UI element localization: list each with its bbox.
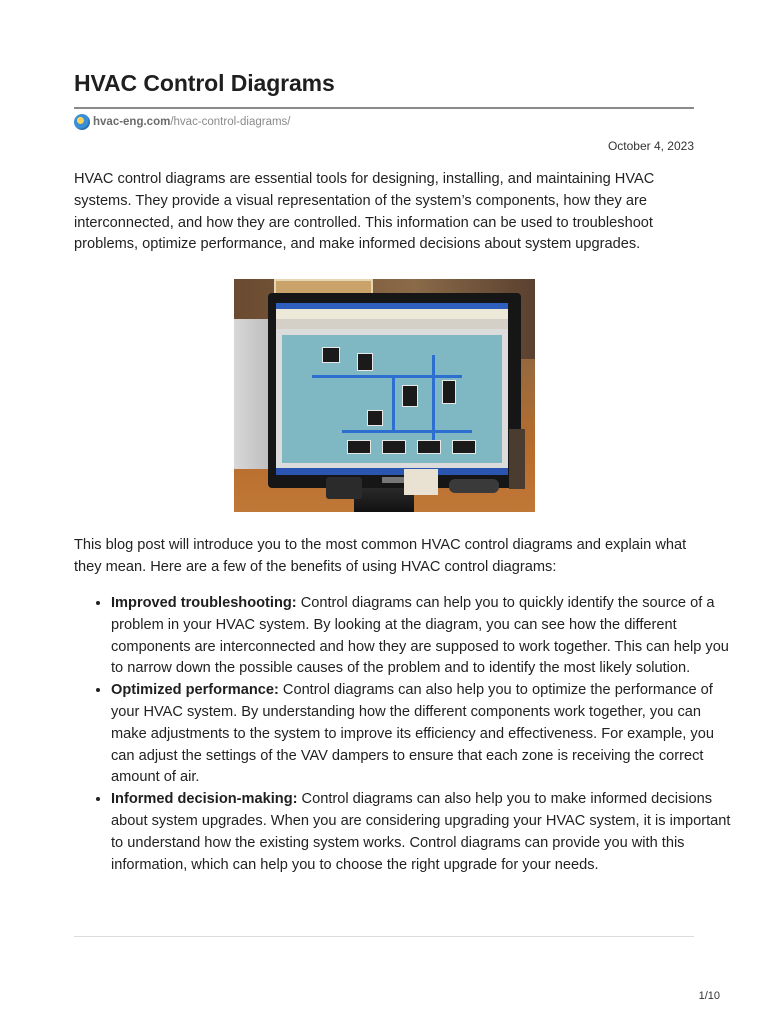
source-domain: hvac-eng.com (93, 116, 171, 128)
title-divider (74, 107, 694, 109)
photo-monitor-screen (276, 303, 508, 475)
benefit-term: Informed decision-making: (111, 791, 298, 808)
photo-monitor-logo (382, 477, 404, 483)
benefit-text: Control diagrams can help you to quickly identify the source of a problem in your HVAC system. By looking at the diagram, you can see how the different components are interconnected and how they are supposed to work together. This can help you to narrow down the possible causes of the problem and to identify the most likely solution. (111, 595, 729, 677)
photo-computer-case (234, 319, 270, 469)
source-path: /hvac-control-diagrams/ (170, 116, 291, 128)
page-title: HVAC Control Diagrams (74, 70, 335, 96)
hvac-monitor-photo (234, 279, 535, 512)
list-item (111, 789, 731, 876)
benefit-text: Control diagrams can also help you to optimize the performance of your HVAC system. By understanding how the different components work together, you can make adjustments to the system to improve its efficiency and effectiveness. For example, you can adjust the settings of the VAV dampers to ensure that each zone is receiving the correct amount of air. (111, 682, 714, 786)
benefit-term: Optimized performance: (111, 682, 279, 699)
intro-paragraph: HVAC control diagrams are essential tools for designing, installing, and maintaining HVAC systems. They provide a visual representation of the system’s components, how they are interconnected, and how they are controlled. This information can be used to troubleshoot problems, optimize performance, and make informed decisions about system upgrades. (74, 171, 655, 253)
list-item (111, 680, 731, 789)
screen-control-diagram (282, 335, 502, 463)
benefit-text: Control diagrams can also help you to make informed decisions about system upgrades. When you are considering upgrading your HVAC system, it is important to understand how the existing system works. Control diagrams can provide you with this information, which can help you to choose the right upgrade for your needs. (111, 791, 731, 873)
lead-paragraph: This blog post will introduce you to the most common HVAC control diagrams and explain what they mean. Here are a few of the benefits of using HVAC control diagrams: (74, 537, 687, 575)
publish-date: October 4, 2023 (607, 139, 694, 153)
list-item (111, 593, 731, 680)
benefit-term: Improved troubleshooting: (111, 595, 297, 611)
benefits-list (74, 593, 731, 876)
bottom-divider (74, 936, 694, 937)
page-indicator: 1/10 (698, 990, 720, 1002)
source-link[interactable] (74, 114, 290, 130)
site-favicon-icon (74, 114, 90, 130)
